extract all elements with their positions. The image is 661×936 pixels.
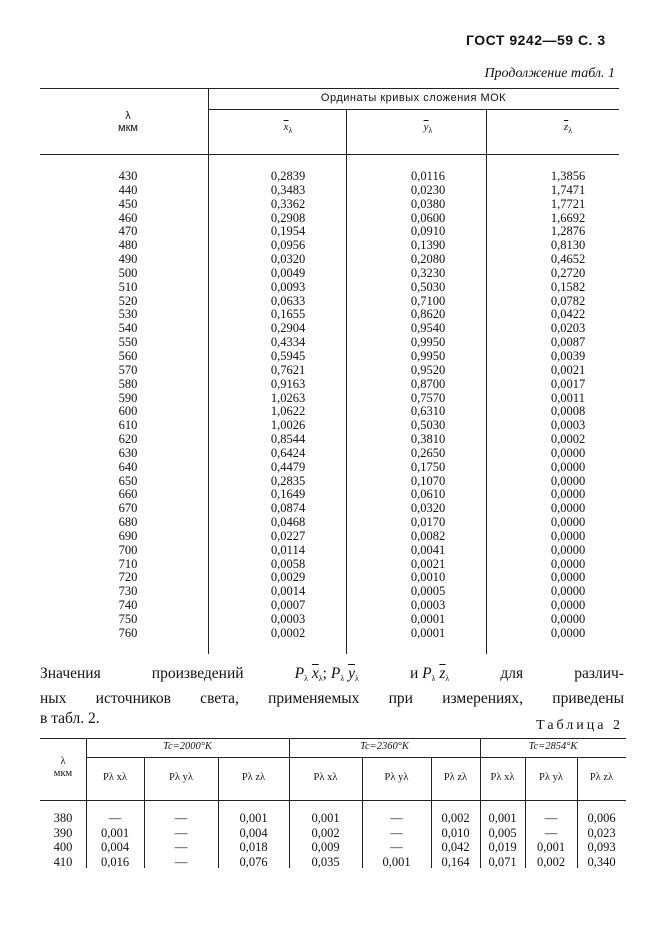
table-cell: 0,1655 (270, 307, 306, 322)
table-cell: 690 (118, 528, 138, 543)
table-cell: 380 (53, 811, 73, 825)
table-cell: 0,0041 (410, 542, 446, 557)
table-cell: 0,0082 (410, 528, 446, 543)
table-cell: 1,0263 (270, 390, 306, 405)
table-cell: — (108, 811, 122, 825)
table-cell: 560 (118, 348, 138, 363)
t2-g3-z-column (577, 811, 626, 869)
table-cell: 0,7570 (410, 390, 446, 405)
table-cell: 610 (118, 418, 138, 433)
table-cell: 0,2904 (270, 321, 306, 336)
lambda-column (98, 170, 158, 641)
t2-g3-y-column (525, 811, 577, 869)
table-cell: 0,0002 (550, 432, 586, 447)
table-cell: 0,1649 (270, 487, 306, 502)
table-cell: 0,8544 (270, 432, 306, 447)
table-cell: 1,7721 (550, 196, 586, 211)
x-bar-header: $\overline{x}_\lambda$ (283, 121, 293, 135)
table-cell: 0,0782 (550, 293, 586, 308)
table-cell: 0,042 (441, 840, 470, 854)
table-cell: — (544, 825, 558, 840)
table-cell: 0,0000 (550, 445, 586, 460)
table-cell: 0,3230 (410, 265, 446, 280)
table-cell: 0,005 (488, 825, 517, 840)
table-cell: 480 (118, 238, 138, 253)
table-cell: 0,0600 (410, 210, 446, 225)
table-cell: — (174, 854, 188, 869)
y-values-column (378, 170, 478, 641)
table-cell: 0,0003 (410, 598, 446, 613)
table-cell: 0,1390 (410, 238, 446, 253)
t2-lambda-unit: мкм (53, 768, 73, 779)
table-cell: 0,2080 (410, 252, 446, 267)
table-cell: 0,0000 (550, 598, 586, 613)
table-cell: 0,0007 (270, 598, 306, 613)
table-cell: 0,9950 (410, 335, 446, 350)
table-1-col-divider (208, 88, 209, 654)
table-cell: 0,001 (382, 854, 411, 869)
table-cell: 0,010 (441, 825, 470, 840)
table-cell: 0,8620 (410, 307, 446, 322)
table-cell: — (390, 840, 403, 854)
table-cell: 0,0320 (410, 501, 446, 516)
table-cell: 0,035 (311, 854, 340, 869)
t2-g1-z-column (218, 811, 289, 869)
table-cell: 0,0468 (270, 515, 306, 530)
t2-subheader: Pλ zλ (443, 772, 468, 783)
table-cell: — (174, 840, 188, 854)
table-1-col-divider (346, 109, 347, 654)
t2-group-header: Tc=2000°K (163, 741, 212, 752)
table-cell: 520 (118, 293, 138, 308)
table-cell: 460 (118, 210, 138, 225)
table-cell: 450 (118, 196, 138, 211)
table-cell: 0,0000 (550, 515, 586, 530)
table-cell: 0,0058 (270, 556, 306, 571)
y-bar-header: $\overline{y}_\lambda$ (423, 121, 433, 135)
t2-g2-z-column (431, 811, 480, 869)
table-cell: 0,0002 (270, 625, 306, 640)
table-cell: 0,2720 (550, 265, 586, 280)
table-cell: 0,001 (536, 840, 566, 854)
table-cell: 0,0003 (550, 418, 586, 433)
table-cell: 0,0910 (410, 224, 446, 239)
table-cell: 620 (118, 432, 138, 447)
table-cell: 600 (118, 404, 138, 419)
table-cell: 0,002 (441, 811, 470, 825)
table-cell: 1,0026 (270, 418, 306, 433)
table-cell: 680 (118, 515, 138, 530)
table-cell: 1,3856 (550, 169, 586, 183)
table-cell: 550 (118, 335, 138, 350)
z-values-column (518, 170, 618, 641)
table-cell: 540 (118, 321, 138, 336)
table-cell: 640 (118, 459, 138, 474)
table-cell: 720 (118, 570, 138, 585)
table-cell: 0,4652 (550, 252, 586, 267)
table-cell: 1,0622 (270, 404, 306, 419)
table-cell: 0,0005 (410, 584, 446, 599)
table-cell: 0,9950 (410, 348, 446, 363)
table-2-label: Таблица 2 (536, 718, 623, 733)
t2-subheader: Pλ xλ (313, 772, 338, 783)
table-cell: 0,001 (488, 811, 517, 825)
table-cell: 0,018 (239, 840, 268, 854)
table-cell: 0,9520 (410, 362, 446, 377)
table-cell: 0,002 (311, 825, 340, 840)
table-cell: 0,0956 (270, 238, 306, 253)
table-2-top-rule (40, 738, 626, 739)
table-cell: 0,2650 (410, 445, 446, 460)
table-cell: — (390, 825, 403, 840)
table-cell: 0,071 (488, 854, 517, 869)
table-cell: 580 (118, 376, 138, 391)
table-cell: 0,009 (311, 840, 340, 854)
table-cell: 0,0000 (550, 625, 586, 640)
table-cell: 760 (118, 625, 138, 640)
table-cell: 0,8700 (410, 376, 446, 391)
table-2-group-rule (86, 757, 626, 758)
table-cell: 1,6692 (550, 210, 586, 225)
table-cell: 510 (118, 279, 138, 294)
t2-group-header: Tc=2360°K (360, 741, 409, 752)
t2-subheader: Pλ xλ (490, 772, 515, 783)
table-cell: 0,076 (239, 854, 268, 869)
x-values-column (240, 170, 336, 641)
page-header: ГОСТ 9242—59 С. 3 (466, 32, 606, 48)
table-cell: 0,093 (587, 840, 616, 854)
table-cell: 500 (118, 265, 138, 280)
table-cell: 0,0029 (270, 570, 306, 585)
table-cell: 410 (53, 854, 73, 869)
lambda-unit: мкм (118, 122, 138, 134)
table-cell: 0,0014 (270, 584, 306, 599)
table-1-col-divider (486, 109, 487, 654)
table-cell: 530 (118, 307, 138, 322)
paragraph-line-1: Значения произведений $P_\lambda$ $\overline{x}_\lambda$; $P_\lambda$ $\overline{y}_\lambda$ и $P_\lambda$ $\overline{z}_\lambda$ для различ- (40, 665, 624, 683)
table-cell: 400 (53, 840, 73, 854)
table-cell: 710 (118, 556, 138, 571)
t2-lambda-column (40, 811, 86, 869)
table-cell: 740 (118, 598, 138, 613)
table-cell: 430 (118, 169, 138, 183)
table-cell: 0,002 (536, 854, 566, 869)
table-cell: 0,0874 (270, 501, 306, 516)
t2-subheader: Pλ zλ (241, 772, 266, 783)
table-cell: 0,0000 (550, 584, 586, 599)
table-cell: 0,2835 (270, 473, 306, 488)
table-cell: 0,0000 (550, 528, 586, 543)
table-cell: 0,4479 (270, 459, 306, 474)
table-cell: 0,0049 (270, 265, 306, 280)
table-cell: 0,3810 (410, 432, 446, 447)
table-cell: 0,001 (100, 825, 130, 840)
z-bar-header: $\overline{z}_\lambda$ (563, 121, 573, 135)
table-cell: 0,0610 (410, 487, 446, 502)
table-cell: 0,0011 (551, 390, 585, 405)
table-cell: 0,0114 (271, 542, 305, 557)
table-cell: 0,7621 (270, 362, 306, 377)
table-cell: 0,3362 (270, 196, 306, 211)
table-cell: 0,0017 (550, 376, 586, 391)
t2-g2-y-column (362, 811, 431, 869)
t2-g1-x-column (86, 811, 144, 869)
table-cell: 750 (118, 612, 138, 626)
table-cell: 1,2876 (550, 224, 586, 239)
table-cell: 590 (118, 390, 138, 405)
table-cell: 0,5945 (270, 348, 306, 363)
table-cell: 0,8130 (550, 238, 586, 253)
t2-group-header: Tc=2854°K (528, 741, 578, 752)
table-cell: 0,0227 (270, 528, 306, 543)
table-1-top-rule (40, 88, 619, 89)
table-cell: 0,004 (100, 840, 130, 854)
table-cell: 670 (118, 501, 138, 516)
table-cell: 0,0010 (410, 570, 446, 585)
table-cell: — (390, 811, 403, 825)
table-cell: 0,016 (100, 854, 130, 869)
table-cell: 0,0087 (550, 335, 586, 350)
table-continuation-label: Продолжение табл. 1 (484, 66, 615, 81)
t2-g3-x-column (480, 811, 525, 869)
table-cell: 0,0203 (550, 321, 586, 336)
table-cell: 0,004 (239, 825, 268, 840)
table-cell: 0,0000 (550, 556, 586, 571)
table-cell: 570 (118, 362, 138, 377)
table-cell: 630 (118, 445, 138, 460)
table-cell: 660 (118, 487, 138, 502)
table-cell: 0,0008 (550, 404, 586, 419)
table-cell: 0,0422 (550, 307, 586, 322)
table-cell: 0,6310 (410, 404, 446, 419)
table-cell: 0,0001 (410, 612, 446, 626)
table-cell: 390 (53, 825, 73, 840)
table-cell: 0,0000 (550, 542, 586, 557)
table-cell: 0,2839 (270, 169, 306, 183)
t2-subheader: Pλ zλ (589, 772, 614, 783)
t2-subheader: Pλ yλ (384, 772, 409, 783)
t2-subheader: Pλ yλ (169, 772, 193, 783)
table-1-header-rule (40, 154, 619, 155)
table-cell: 0,6424 (270, 445, 306, 460)
table-cell: 650 (118, 473, 138, 488)
table-cell: 0,023 (587, 825, 616, 840)
table-cell: 0,0320 (270, 252, 306, 267)
table-1 (40, 88, 619, 654)
table-cell: 0,9163 (270, 376, 306, 391)
table-cell: 0,5030 (410, 418, 446, 433)
lambda-header: λ (125, 110, 131, 122)
table-cell: 730 (118, 584, 138, 599)
table-cell: 0,0380 (410, 196, 446, 211)
table-cell: 470 (118, 224, 138, 239)
table-cell: 0,001 (239, 811, 268, 825)
table-cell: 0,0000 (550, 501, 586, 516)
group-header: Ординаты кривых сложения МОК (320, 92, 507, 104)
table-cell: 0,001 (311, 811, 340, 825)
t2-lambda-header: λ (60, 756, 66, 767)
t2-g1-y-column (144, 811, 218, 869)
table-cell: 0,7100 (410, 293, 446, 308)
table-cell: 0,1582 (550, 279, 586, 294)
table-cell: 0,9540 (410, 321, 446, 336)
table-cell: 0,0093 (270, 279, 306, 294)
table-cell: 0,0000 (550, 473, 586, 488)
table-1-group-rule (208, 109, 619, 110)
table-cell: 700 (118, 542, 138, 557)
table-cell: 0,006 (587, 811, 616, 825)
table-cell: 0,340 (587, 854, 616, 869)
table-2 (40, 738, 626, 868)
table-cell: 0,0000 (550, 487, 586, 502)
table-cell: 0,1750 (410, 459, 446, 474)
table-cell: 0,2908 (270, 210, 306, 225)
table-cell: 0,0021 (410, 556, 446, 571)
table-cell: 0,164 (441, 854, 470, 869)
table-cell: 0,1070 (410, 473, 446, 488)
table-cell: 0,0039 (550, 348, 586, 363)
table-cell: 490 (118, 252, 138, 267)
t2-subheader: Pλ xλ (103, 772, 127, 783)
table-cell: 0,0000 (550, 570, 586, 585)
table-cell: — (174, 825, 188, 840)
table-cell: 440 (118, 182, 138, 197)
table-cell: 0,1954 (270, 224, 306, 239)
table-cell: 0,3483 (270, 182, 306, 197)
table-cell: — (544, 811, 558, 825)
table-cell: 0,4334 (270, 335, 306, 350)
table-cell: 0,0633 (270, 293, 306, 308)
paragraph-line-2: ных источников света, применяемых при измерениях, приведены (40, 690, 624, 707)
table-cell: — (174, 811, 188, 825)
t2-g2-x-column (289, 811, 362, 869)
table-cell: 0,0000 (550, 612, 586, 626)
paragraph-line-3: в табл. 2. (40, 710, 100, 727)
t2-subheader: Pλ yλ (539, 772, 563, 783)
table-cell: 0,0003 (270, 612, 306, 626)
table-cell: 0,0230 (410, 182, 446, 197)
table-cell: 0,0000 (550, 459, 586, 474)
table-cell: 0,0170 (410, 515, 446, 530)
table-cell: 0,0021 (550, 362, 586, 377)
table-cell: 1,7471 (550, 182, 586, 197)
table-cell: 0,0116 (411, 169, 445, 183)
table-cell: 0,5030 (410, 279, 446, 294)
table-cell: 0,0001 (410, 625, 446, 640)
table-cell: 0,019 (488, 840, 517, 854)
table-2-header-rule (40, 800, 626, 801)
